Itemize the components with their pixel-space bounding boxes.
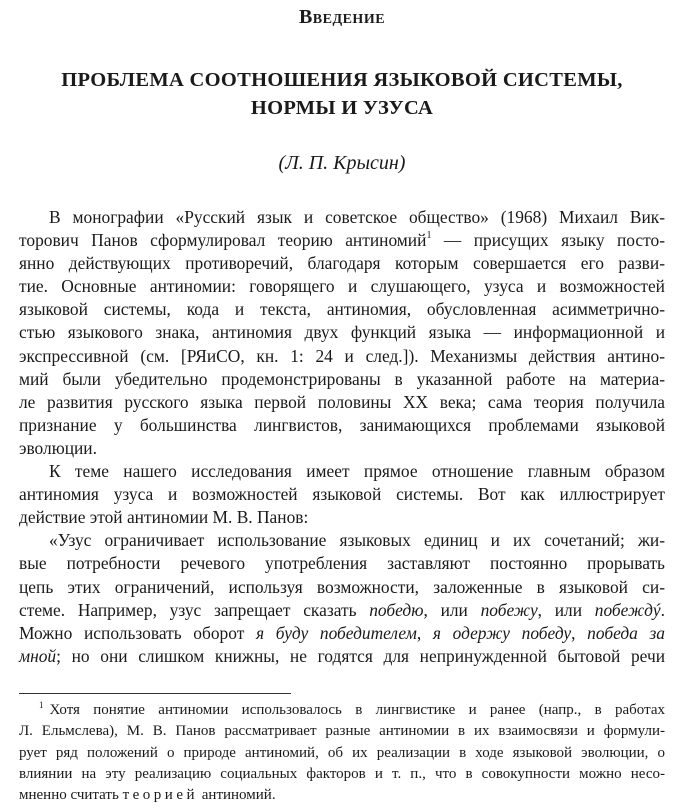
footnote-line xyxy=(19,785,665,806)
text-run: антиномий. xyxy=(198,787,276,804)
text-line: эволюции. xyxy=(19,437,97,458)
text-line: мий были убедительно продемонстрированы в указанной работе на материа- xyxy=(19,368,665,389)
italic-example: я буду победителем xyxy=(255,622,417,643)
text-run: ; но они слишком книжны, не годятся для непринужденной бытовой речи xyxy=(56,645,665,666)
footnote-line: Л. Ельмслева), М. В. Панов рассматривает разные антиномии в их взаимосвязи и формули- xyxy=(19,723,665,740)
text-line: признание у большинства лингвистов, занимающихся проблемами языковой xyxy=(19,414,665,435)
text-line: экспрессивной (см. [РЯиСО, кн. 1: 24 и след.]). Механизмы действия антино- xyxy=(19,345,665,366)
footnote-reference[interactable]: 1 xyxy=(426,230,432,242)
text-line: ле развития русского языка первой половины XX века; сама теория получила xyxy=(19,391,665,412)
text-run: — присущих языку посто- xyxy=(431,230,665,251)
footnote-divider xyxy=(19,693,291,694)
footnote-line: влиянии на эту реализацию социальных факторов и т. п., что в совокупности можно несо- xyxy=(19,765,665,782)
text-run: . xyxy=(660,599,665,620)
main-text xyxy=(19,206,665,668)
text-line xyxy=(19,599,665,622)
text-line xyxy=(19,229,665,252)
footnote-mark: 1 xyxy=(39,700,44,710)
spaced-emphasis: теорией xyxy=(122,787,199,804)
text-run: торович Панов сформулировал теорию антиномий xyxy=(19,230,427,251)
text-run: , или xyxy=(423,599,481,620)
text-line: «Узус ограничивает использование языковых единиц и их сочетаний; жи- xyxy=(49,530,665,551)
footnotes xyxy=(19,700,665,806)
text-line: В монографии «Русский язык и советское общество» (1968) Михаил Вик- xyxy=(49,207,665,227)
chapter-title xyxy=(0,66,684,122)
text-run: , xyxy=(416,622,433,643)
italic-example: победю xyxy=(369,599,424,620)
footnote-line: рует ряд положений о природе антиномий, об их реализации в ходе языковой эволюции, о xyxy=(19,744,665,761)
text-run: стеме. Например, узус запрещает сказать xyxy=(19,599,370,620)
italic-example: победа за xyxy=(587,622,665,643)
text-run: мненно считать xyxy=(19,787,123,804)
text-line: тие. Основные антиномии: говорящего и слушающего, узуса и возможностей xyxy=(19,276,665,297)
footnote-line xyxy=(19,700,665,721)
text-line: янно действующих противоречий, благодаря которым совершается его разви- xyxy=(19,253,665,274)
section-label: Введение xyxy=(298,6,386,28)
text-line: действие этой антиномии М. В. Панов: xyxy=(19,507,309,528)
text-line: вые потребности речевого употребления заставляют постоянно прорывать xyxy=(19,553,665,574)
text-line: цепь этих ограничений, используя возможности, заложенные в языковой си- xyxy=(19,576,665,597)
text-line: К теме нашего исследования имеет прямое отношение главным образом xyxy=(49,461,665,482)
italic-example: я одержу победу xyxy=(432,622,572,643)
text-line: стью языкового знака, антиномия двух функций языка — информационной и xyxy=(19,322,665,343)
text-run: , или xyxy=(537,599,595,620)
text-line: языковой системы, кода и текста, антиномия, обусловленная асимметрично- xyxy=(19,299,665,320)
text-line xyxy=(19,622,665,645)
italic-example: побежу xyxy=(480,599,538,620)
text-line xyxy=(19,645,665,668)
author: (Л. П. Крысин) xyxy=(278,152,406,174)
text-line: антиномия узуса и возможностей языковой системы. Вот как иллюстрирует xyxy=(19,484,665,505)
chapter-title-line: ПРОБЛЕМА СООТНОШЕНИЯ ЯЗЫКОВОЙ СИСТЕМЫ, xyxy=(61,69,623,91)
chapter-title-line: НОРМЫ И УЗУСА xyxy=(250,97,434,119)
italic-example: побеждý xyxy=(594,599,661,620)
text-run: , xyxy=(571,622,588,643)
text-run: Можно использовать оборот xyxy=(19,622,256,643)
text-run: Хотя понятие антиномии использовалось в лингвистике и ранее (напр., в работах xyxy=(49,702,665,718)
italic-example: мной xyxy=(19,645,57,666)
